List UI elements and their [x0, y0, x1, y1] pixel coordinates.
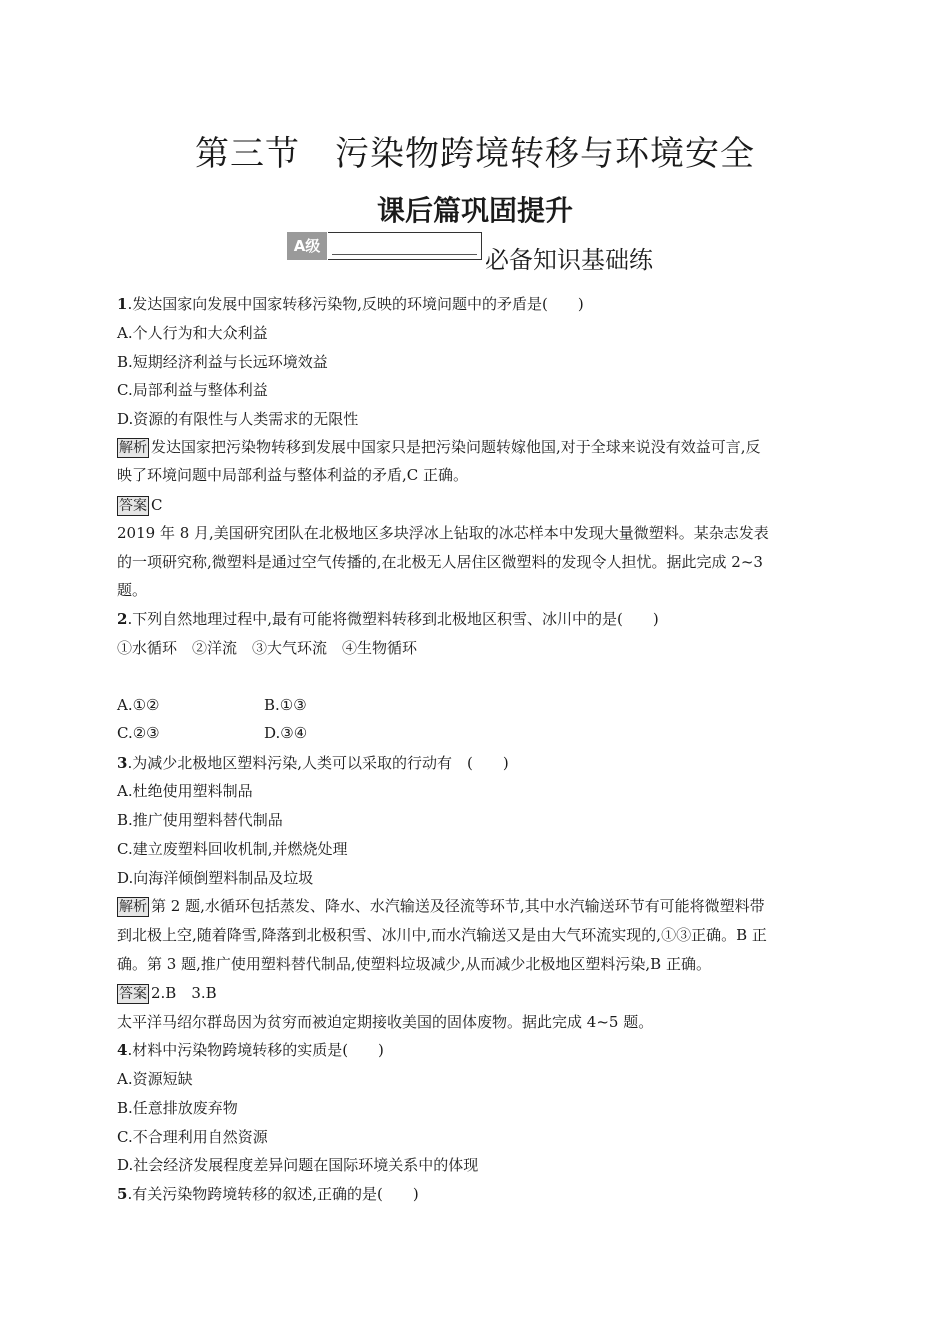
q4-option-c: C.不合理利用自然资源	[117, 1128, 268, 1146]
page-title: 第三节 污染物跨境转移与环境安全	[195, 134, 755, 174]
q2-option-d: D.③④	[264, 724, 308, 742]
question-2-stem: 2.下列自然地理过程中,最有可能将微塑料转移到北极地区积雪、冰川中的是( )	[117, 610, 659, 628]
q3-analysis: 解析 第 2 题,水循环包括蒸发、降水、水汽输送及径流等环节,其中水汽输送环节有可能将微塑料带	[119, 897, 765, 915]
page-subtitle: 课后篇巩固提升	[376, 194, 573, 227]
question-4-stem: 4.材料中污染物跨境转移的实质是( )	[117, 1041, 384, 1059]
q2-option-c: C.②③	[117, 724, 160, 742]
q2-option-b: B.①③	[264, 696, 307, 714]
q1-analysis-cont: 映了环境问题中局部利益与整体利益的矛盾,C 正确。	[117, 466, 469, 484]
q3-option-c: C.建立废塑料回收机制,并燃烧处理	[117, 840, 348, 858]
material-1-line-1: 2019 年 8 月,美国研究团队在北极地区多块浮冰上钻取的冰芯样本中发现大量微塑料。某杂志发表	[117, 524, 769, 542]
q3-option-a: A.杜绝使用塑料制品	[117, 782, 253, 800]
q2-items: ①水循环 ②洋流 ③大气环流 ④生物循环	[117, 639, 418, 657]
analysis-tag: 解析	[119, 440, 147, 456]
q2-option-a: A.①②	[117, 696, 160, 714]
material-1-line-2: 的一项研究称,微塑料是通过空气传播的,在北极无人居住区微塑料的发现令人担忧。据此完成 2~3	[117, 553, 763, 571]
level-label: 必备知识基础练	[485, 246, 653, 274]
q1-option-a: A.个人行为和大众利益	[117, 324, 268, 342]
analysis-tag: 解析	[119, 899, 147, 915]
q1-option-b: B.短期经济利益与长远环境效益	[117, 353, 328, 371]
q4-option-a: A.资源短缺	[117, 1070, 193, 1088]
q1-analysis: 解析 发达国家把污染物转移到发展中国家只是把污染问题转嫁他国,对于全球来说没有效益可言,反	[119, 438, 761, 456]
q3-answer: 答案 2.B 3.B	[119, 984, 217, 1002]
q1-option-d: D.资源的有限性与人类需求的无限性	[117, 410, 359, 428]
answer-tag: 答案	[119, 986, 147, 1002]
answer-tag: 答案	[119, 498, 147, 514]
question-3-stem: 3.为减少北极地区塑料污染,人类可以采取的行动有 ( )	[117, 754, 509, 772]
level-badge: A级	[287, 232, 327, 260]
q4-option-b: B.任意排放废弃物	[117, 1099, 238, 1117]
q1-answer: 答案 C	[119, 496, 163, 514]
q4-option-d: D.社会经济发展程度差异问题在国际环境关系中的体现	[117, 1156, 479, 1174]
q3-analysis-cont-2: 确。第 3 题,推广使用塑料替代制品,使塑料垃圾减少,从而减少北极地区塑料污染,B 正确。	[117, 955, 711, 973]
material-2: 太平洋马绍尔群岛因为贫穷而被迫定期接收美国的固体废物。据此完成 4~5 题。	[117, 1013, 654, 1031]
level-score-box	[328, 232, 482, 260]
q3-option-d: D.向海洋倾倒塑料制品及垃圾	[117, 869, 314, 887]
question-1-stem: 1.发达国家向发展中国家转移污染物,反映的环境问题中的矛盾是( )	[117, 295, 584, 313]
material-1-line-3: 题。	[117, 581, 148, 599]
q3-option-b: B.推广使用塑料替代制品	[117, 811, 283, 829]
question-5-stem: 5.有关污染物跨境转移的叙述,正确的是( )	[117, 1185, 419, 1203]
q1-option-c: C.局部利益与整体利益	[117, 381, 268, 399]
q3-analysis-cont-1: 到北极上空,随着降雪,降落到北极积雪、冰川中,而水汽输送又是由大气环流实现的,①③正确。B 正	[117, 926, 767, 944]
